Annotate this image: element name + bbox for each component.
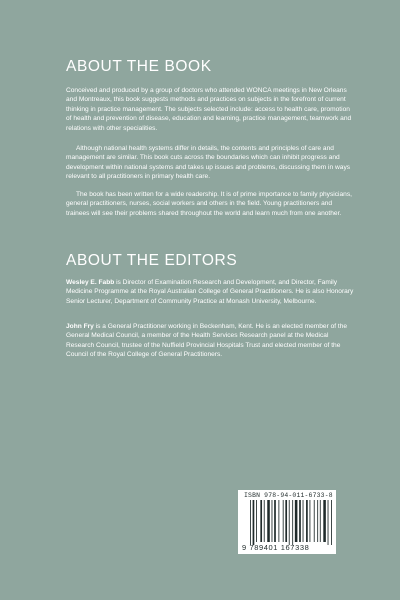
barcode-bar [260, 500, 262, 542]
barcode-bar [283, 500, 284, 542]
barcode-bar [272, 500, 273, 542]
barcode-bar [292, 500, 293, 545]
editor-fabb-bio [66, 278, 356, 306]
barcode-bar [264, 500, 265, 542]
barcode-bar [306, 500, 308, 542]
editor-fry-name: John Fry [66, 323, 94, 330]
barcode-bar [320, 500, 321, 542]
barcode-bar [303, 500, 304, 542]
barcode-bar [314, 500, 315, 542]
barcode-bar [310, 500, 311, 542]
editor-fabb-name: Wesley E. Fabb [66, 279, 115, 286]
barcode-bar [256, 500, 257, 542]
editor-fabb-text: is Director of Examination Research and Development, and Director, Family Medicine Programme at the Royal Australian College of General Practitioners. He is also Honorary Senior Lecturer, Department of Community Practice at Monash University, Melbourne. [66, 279, 354, 305]
about-book-heading: ABOUT THE BOOK [66, 58, 212, 75]
barcode-bar [299, 500, 301, 542]
barcode-bar [295, 500, 298, 542]
barcode-bar [317, 500, 318, 542]
editor-fry-bio [66, 322, 356, 360]
isbn-label: ISBN 978-94-011-6733-8 [244, 492, 333, 499]
barcode-panel [238, 490, 336, 554]
barcode-bar [328, 500, 329, 545]
about-book-paragraph-3: The book has been written for a wide readership. It is of prime importance to family physicians, general practitioners, nurses, social workers and others in the field. Young practitioners and trainees will see their problems shared throughout the world and learn much from one another. [66, 191, 352, 217]
about-editors-heading: ABOUT THE EDITORS [66, 252, 238, 269]
barcode-bar [323, 500, 326, 542]
about-book-paragraph-2: Although national health systems differ in details, the contents and principles of care and management are similar. This book cuts across the boundaries which can inhibit progress and development within national systems and takes up issues and problems, discussing them in ways relevant to all practitioners in primary health care. [66, 145, 351, 181]
about-book-paragraph-1: Conceived and produced by a group of doctors who attended WONCA meetings in New Orleans and Montreaux, this book suggests methods and practices on subjects in the forefront of current thinking in practice management. The subjects selected include: access to health care, promotion of health and prevention of disease, education and learning, practice management, teamwork and relations with other specialities. [66, 87, 352, 132]
barcode-bar [274, 500, 276, 542]
editor-fry-text: is a General Practitioner working in Beckenham, Kent. He is an elected member of the General Medical Council, a member of the Health Services Research panel at the Medical Research Council, trustee of the Nuffield Provincial Hospitals Trust and elected member of the Council of the Royal College of General Practitioners. [66, 323, 348, 359]
barcode-bar [285, 500, 287, 542]
barcode-bar [278, 500, 279, 542]
ean-digits: 9 789401 167338 [242, 543, 310, 552]
barcode-bar [253, 500, 255, 545]
barcode-bar [267, 500, 270, 542]
barcode-bar [250, 500, 251, 545]
barcode-bar [289, 500, 290, 545]
barcode-bar [331, 500, 332, 545]
